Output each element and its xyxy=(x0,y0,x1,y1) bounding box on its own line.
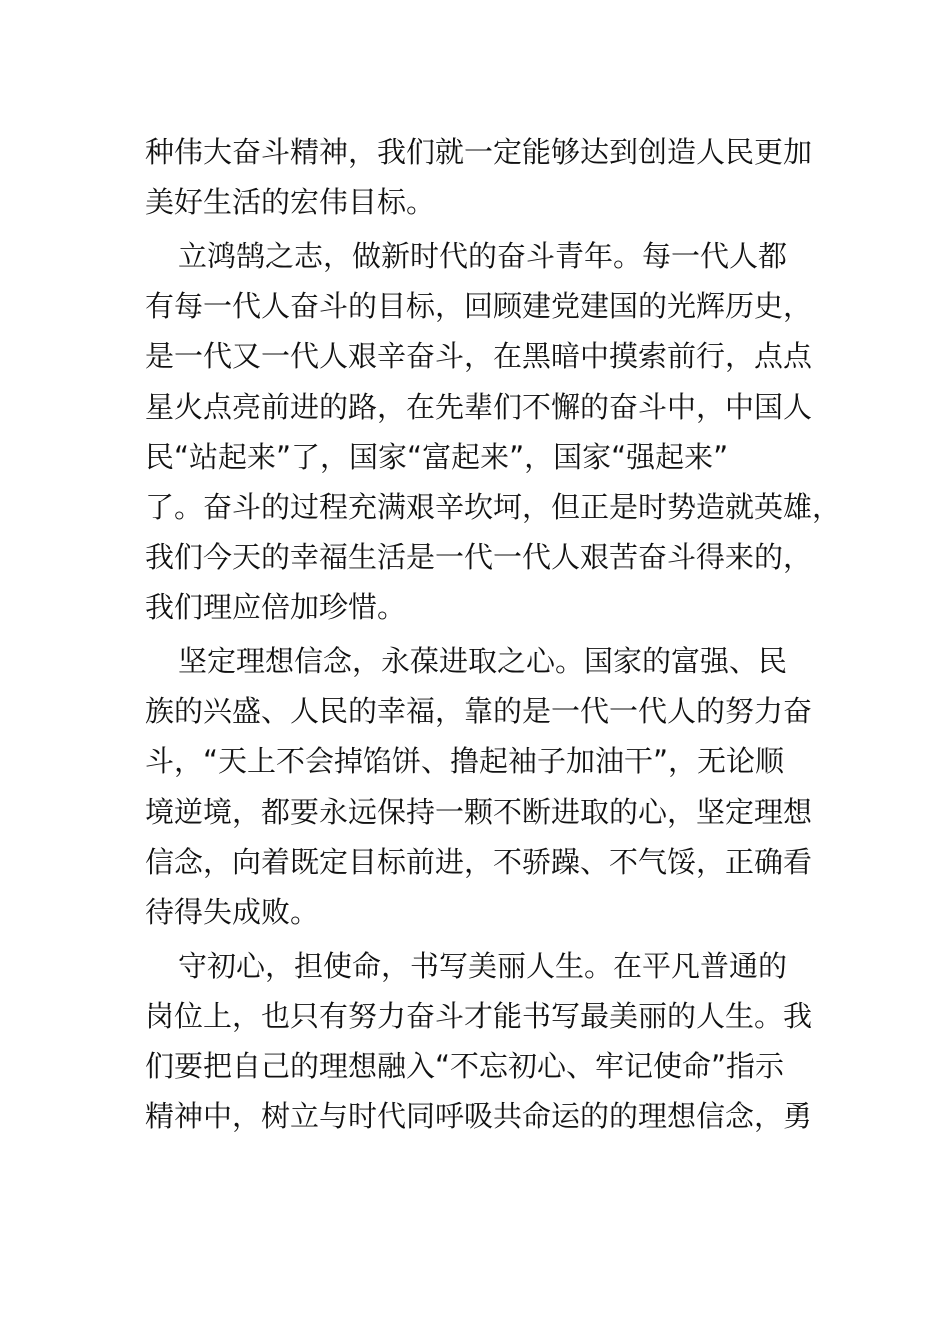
paragraph-start-line: 坚定理想信念，永葆进取之心。国家的富强、民 xyxy=(178,644,788,678)
text-line: 我们理应倍加珍惜。 xyxy=(145,590,407,624)
text-line: 美好生活的宏伟目标。 xyxy=(145,185,436,219)
text-line: 是一代又一代人艰辛奋斗，在黑暗中摸索前行，点点 xyxy=(145,339,813,373)
text-line: 我们今天的幸福生活是一代一代人艰苦奋斗得来的， xyxy=(145,540,813,574)
text-line: 民“站起来”了，国家“富起来”，国家“强起来” xyxy=(145,440,729,474)
text-line: 族的兴盛、人民的幸福，靠的是一代一代人的努力奋 xyxy=(145,694,813,728)
text-line: 了。奋斗的过程充满艰辛坎坷，但正是时势造就英雄， xyxy=(145,490,842,524)
paragraph-start-line: 守初心，担使命，书写美丽人生。在平凡普通的 xyxy=(178,949,788,983)
text-line: 信念，向着既定目标前进，不骄躁、不气馁，正确看 xyxy=(145,845,813,879)
text-line: 们要把自己的理想融入“不忘初心、牢记使命”指示 xyxy=(145,1049,785,1083)
paragraph-start-line: 立鸿鹄之志，做新时代的奋斗青年。每一代人都 xyxy=(178,239,788,273)
text-line: 有每一代人奋斗的目标，回顾建党建国的光辉历史， xyxy=(145,289,813,323)
text-line: 精神中，树立与时代同呼吸共命运的的理想信念，勇 xyxy=(145,1099,813,1133)
text-line: 待得失成败。 xyxy=(145,895,320,929)
text-line: 星火点亮前进的路，在先辈们不懈的奋斗中，中国人 xyxy=(145,390,813,424)
text-line: 境逆境，都要永远保持一颗不断进取的心，坚定理想 xyxy=(145,795,813,829)
text-line: 种伟大奋斗精神，我们就一定能够达到创造人民更加 xyxy=(145,135,813,169)
text-line: 岗位上，也只有努力奋斗才能书写最美丽的人生。我 xyxy=(145,999,813,1033)
text-line: 斗，“天上不会掉馅饼、撸起袖子加油干”，无论顺 xyxy=(145,744,785,778)
